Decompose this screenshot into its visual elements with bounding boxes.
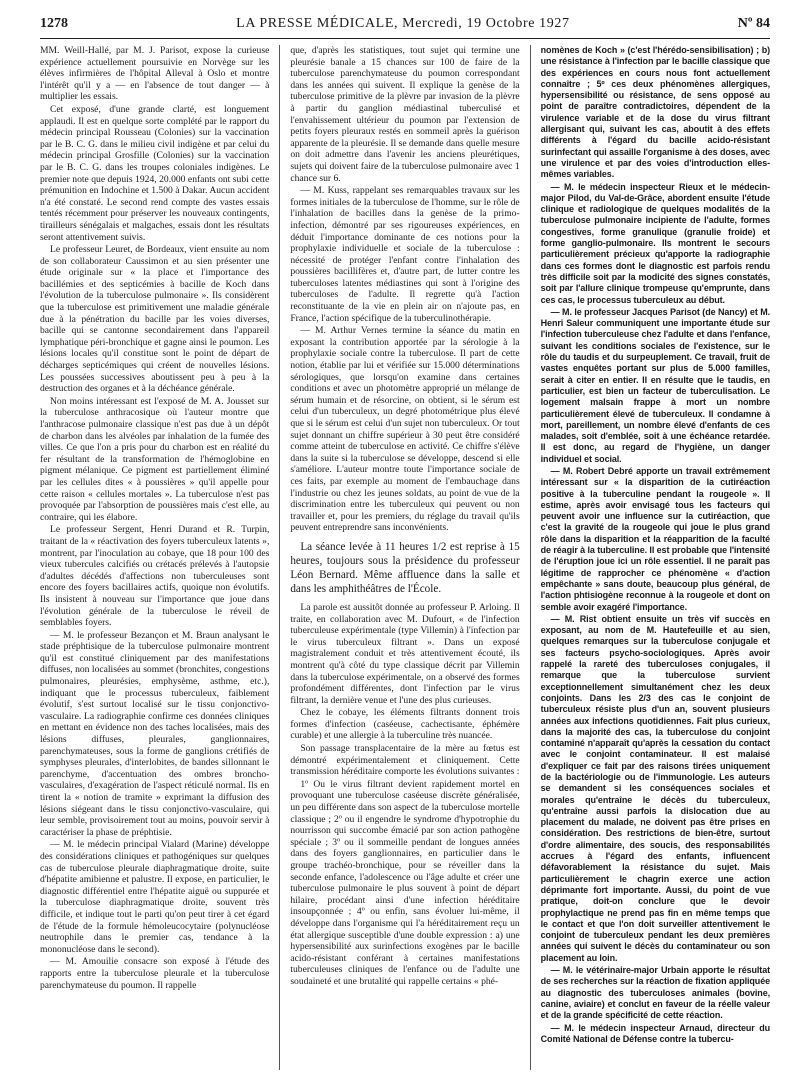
column-divider <box>279 45 280 1070</box>
session-resumed-paragraph: La séance levée à 11 heures 1/2 est reprise à 15 heures, toujours sous la présidence du professeur Léon Bernard. Même affluence dans la salle et dans les amphithéâtres de l'École. <box>290 540 520 595</box>
article-columns <box>40 45 770 1070</box>
column-2 <box>290 45 519 1070</box>
paragraph: — M. le professeur Jacques Parisot (de Nancy) et M. Henri Saleur communiquent une importante étude sur l'infection tuberculeuse chez l'adulte et dans l'enfance, suivant les conditions sociales de l'existence, sur le rôle du taudis et du surpeuplement. Ce travail, fruit de vastes enquêtes portant sur plus de 5.000 familles, serait à citer en entier. Il en résulte que le taudis, en particulier, est bien un facteur de tuberculisation. Le logement malsain frappe à mort un nombre particulièrement élevé de tuberculeux. Il condamne à mort, pareillement, un nombre élevé d'enfants de ces malades, soit d'emblée, soit à une échéance retardée. Il est donc, au regard de l'hygiène, un danger individuel et social. <box>540 306 771 464</box>
paragraph: que, d'après les statistiques, tout sujet qui termine une pleurésie banale a 15 chances sur 100 de faire de la tuberculose parenchymateuse du poumon correspondant dans les années qui suivent. Il explique la genèse de la tuberculose primitive de la plèvre par invasion de la plèvre à partir du ganglion médiastinal tuberculisé et l'envahissement ultérieur du poumon par l'extension de petits foyers pleuraux restés en sommeil après la guérison apparente de la pleurésie. Il se demande dans quelle mesure on doit admettre dans l'avenir les anciens pleurétiques, sujets qui doivent faire de la tuberculose pulmonaire avec 1 chance sur 6. <box>290 45 520 184</box>
paragraph: nomènes de Koch » (c'est l'hérédo-sensibilisation) ; b) une résistance à l'infection par le bacille classique que des expériences en cours nous font actuellement connaître ; 5º ces deux phénomènes allergiques, hypersensibilité ou résistance, de sens opposé au point de paraître contradictoires, dépendent de la virulence variable et de la dose du virus filtrant allergisant qui, suivant les cas, aboutit à des effets différents à l'égard du bacille acido-résistant surinfectant qui assaille l'organisme à des doses, avec une virulence et par des voies d'introduction elles-mêmes variables. <box>540 45 771 180</box>
paragraph: — M. le médecin inspecteur Arnaud, directeur du Comité National de Défense contre la tubercu- <box>540 1022 771 1044</box>
page-number: 1278 <box>40 16 68 31</box>
paragraph: Chez le cobaye, les éléments filtrants donnent trois formes d'infection (caséeuse, cachectisante, éphémère curable) et une allergie à la tuberculine très nuancée. <box>290 707 520 742</box>
paragraph: La parole est aussitôt donnée au professeur P. Arloing. Il traite, en collaboration avec M. Dufourt, « de l'infection tuberculeuse expérimentale (type Villemin) à l'infection par le virus tuberculeux filtrant ». Dans un exposé magistralement conduit et très attentivement écouté, ils montrent qu'à côté du type classique décrit par Villemin dans la tuberculose expérimentale, on a observé des formes profondément différentes, dont l'infection par le virus filtrant, la dernière venue et l'une des plus curieuses. <box>290 601 520 706</box>
paragraph: — M. le médecin principal Vialard (Marine) développe des considérations cliniques et pathogéniques sur quelques cas de tuberculose pleurale diaphragmatique droite, suite d'hépatite amibienne et palustre. Il expose, en particulier, le diagnostic différentiel entre l'hépatite aiguë ou suppurée et la tuberculose diaphragmatique droite, souvent très difficile, et indique tout le parti qu'on peut tirer à cet égard de l'étude de la formule hémoleucocytaire (polynucléose neutrophile dans le premier cas, tendance à la mononucléose dans le second). <box>40 839 270 955</box>
paragraph: Le professeur Leuret, de Bordeaux, vient ensuite au nom de son collaborateur Caussimon et au sien présenter une étude originale sur « la place et l'importance des bacillémies et des septicémies à bacille de Koch dans l'évolution de la tuberculose pulmonaire ». Ils considèrent que la tuberculose est primitivement une maladie générale due à la pénétration du bacille par les voies diverses, bacille qui se cantonne secondairement dans l'appareil lymphatique péri-bronchique et gagne ainsi le poumon. Les lésions locales qu'il constitue sont le point de départ de décharges septicémiques qui créent de nouvelles lésions. Les poussées successives aboutissent peu à peu à la destruction des organes et à la déchéance générale. <box>40 244 270 395</box>
paragraph: — M. Arthur Vernes termine la séance du matin en exposant la contribution apportée par la sérologie à la prophylaxie sociale contre la tuberculose. Il part de cette notion, établie par lui et vérifiée sur 15.000 déterminations sérologiques, que lorsqu'on examine dans certaines conditions et avec un photomètre approprié un mélange de sérum humain et de résorcine, on obtient, si le sérum est celui d'un tuberculeux, un degré photométrique plus élevé que si le sérum est celui d'un sujet non tuberculeux. Or tout sujet donnant un chiffre supérieur à 30 peut être considéré comme atteint de tuberculose en activité. Ce chiffre s'élève dans la suite si la tuberculose se développe, descend si elle s'améliore. L'auteur montre toute l'importance sociale de ces faits, par exemple au moment de l'embauchage dans l'industrie ou chez les jeunes soldats, au point de vue de la discrimination entre les tuberculeux qui peuvent ou non travailler et, pour les premiers, du réglage du travail qu'ils peuvent entreprendre sans inconvénients. <box>290 325 520 534</box>
paragraph: — M. le vétérinaire-major Urbain apporte le résultat de ses recherches sur la réaction de fixation appliquée au diagnostic des tuberculoses animales (bovine, canine, aviaire) et conclut en faveur de la réelle valeur et de la grande spécificité de cette réaction. <box>540 965 771 1021</box>
column-divider <box>530 45 531 1070</box>
page-header <box>40 16 770 36</box>
paragraph: Son passage transplacentaire de la mère au fœtus est démontré expérimentalement et cliniquement. Cette transmission héréditaire comporte les évolutions suivantes : <box>290 743 520 778</box>
paragraph: Cet exposé, d'une grande clarté, est longuement applaudi. Il est en quelque sorte complété par le rapport du médecin principal Rousseau (Colonies) sur la vaccination par le B. C. G. dans le milieu civil indigène et par celui du médecin principal Grosfille (Colonies) sur la vaccination par le B. C. G. dans les troupes coloniales indigènes. Le premier note que depuis 1924, 20.000 enfants ont subi cette prémunition en Indochine et 1.500 à Dakar. Aucun accident n'a été constaté. Le second rend compte des vastes essais tentés récemment pour préserver les nouveaux contingents, tirailleurs sénégalais et malgaches, essais dont les résultats seront attentivement suivis. <box>40 103 270 243</box>
column-3 <box>541 45 770 1070</box>
paragraph: MM. Weill-Hallé, par M. J. Parisot, expose la curieuse expérience actuellement poursuivie en Norvège sur les élèves infirmières de l'hôpital Alleval à Oslo et montre l'intérêt qu'il y a — en l'absence de tout danger — à multiplier les essais. <box>40 45 270 103</box>
paragraph: — M. le professeur Bezançon et M. Braun analysant le stade préphtisique de la tuberculose pulmonaire montrent qu'il est constitué cliniquement par des manifestations diffuses, non localisées au sommet (bronchites, congestions pulmonaires, pleurésies, emphysème, asthme, etc.), indiquant que le processus tuberculeux, faiblement évolutif, s'est surtout localisé sur le tissu conjonctivo-vasculaire. La radiographie confirme ces données cliniques en mettant en évidence non des taches localisées, mais des lésions diffuses, pleurales, ganglionnaires, parenchymateuses, sous la forme de ganglions crétifiés de symphyses pleurales, d'interlobites, de bandes sillonnant le parenchyme, d'accentuation des ombres broncho-vasculaires, d'exagération de l'aspect réticulé normal. Ils en tirent la « notion de tramite » exprimant la diffusion des lésions siégeant dans le tissu conjonctivo-vasculaire, qui leur semble, provisoirement tout au moins, pouvoir servir à caractériser la phase de préphtisie. <box>40 629 270 838</box>
paragraph: — M. le médecin inspecteur Rieux et le médecin-major Pilod, du Val-de-Grâce, abordent ensuite l'étude clinique et radiologique de quelques modalités de la tuberculose pulmonaire incipiente de l'adulte, formes congestives, forme granulique (granulie froide) et forme ganglio-pulmonaire. Ils montrent le secours particulièrement précieux qu'apporte la radiographie dans ces formes dont le diagnostic est parfois rendu très difficile soit par la modicité des signes constatés, soit par l'allure clinique trompeuse qu'emprunte, dans ces cas, le processus tuberculeux au début. <box>540 181 771 305</box>
paragraph: 1º Ou le virus filtrant devient rapidement mortel en provoquant une tuberculose caséeuse discrète généralisée, un peu différente dans son aspect de la tuberculose mortelle classique ; 2º ou il engendre le syndrome d'hypotrophie du nourrisson qui succombe émacié par son action pathogène spéciale ; 3º ou il sommeille pendant de longues années dans des foyers ganglionnaires, en particulier dans le groupe trachéo-bronchique, pour se réveiller dans la seconde enfance, l'adolescence ou l'âge adulte et créer une tuberculose pulmonaire le plus souvent à point de départ hilaire, procédant ainsi d'une infection héréditaire insoupçonnée ; 4º ou enfin, sans évoluer lui-même, il développe dans l'organisme qui l'a héréditairement reçu un état allergique susceptible d'une double expression : a) une hypersensibilité aux surinfections exogènes par le bacille acido-résistant conférant à certaines manifestations tuberculeuses cliniques de l'enfance ou de l'adulte une soudaineté et une brutalité qui rappelle certains « phé- <box>290 778 520 987</box>
paragraph: — M. Kuss, rappelant ses remarquables travaux sur les formes initiales de la tuberculose de l'homme, sur le rôle de l'inhalation de bacilles dans la genèse de la primo-infection, démontré par ses rigoureuses expériences, en déduit l'importance dominante de ces notions pour la prophylaxie individuelle et sociale de la tuberculose : nécessité de protéger l'enfant contre l'inhalation des poussières bacillifères et, d'autre part, de lutter contre les tuberculoses latentes médiastines qui sont à l'origine des tuberculoses de l'adulte. Il regrette qu'à l'action reconstituante de la vie en plein air on n'ajoute pas, en France, l'action spécifique de la tuberculinothérapie. <box>290 185 520 324</box>
header-rule <box>40 38 770 39</box>
journal-title-date: LA PRESSE MÉDICALE, Mercredi, 19 Octobre 1927 <box>236 16 570 31</box>
paragraph: — M. Rist obtient ensuite un très vif succès en exposant, au nom de M. Hautefeuille et au sien, quelques remarques sur la tuberculose conjugale et ses facteurs psycho-sociologiques. Après avoir rappelé la rareté des tuberculoses conjugales, il remarque que la tuberculose survient exceptionnellement simultanément chez les deux conjoints. Dans les 2/3 des cas le conjoint de tuberculeux résiste plus d'un an, souvent plusieurs années aux infections quotidiennes. Fait plus curieux, dans la majorité des cas, la tuberculose du conjoint contaminé n'apparaît qu'après la cessation du contact avec le conjoint contaminateur. Il est malaisé d'expliquer ce fait par des raisons tirées uniquement de la bactériologie ou de l'immunologie. Les auteurs se demandent si les conséquences sociales et morales qu'entraîne le décès du tuberculeux, qu'entraîne aussi parfois la dislocation due au placement du malade, ne doivent pas être prises en considération. Des restrictions de bien-être, surtout d'ordre alimentaire, des soucis, des responsabilités accrues à l'égard des enfants, influencent défavorablement la résistance du sujet. Mais particulièrement le chagrin exerce une action déprimante fort importante. Aussi, du point de vue pratique, doit-on conclure que le devoir prophylactique ne prend pas fin en même temps que le contact et que l'on doit surveiller attentivement le conjoint de tuberculeux pendant les deux premières années qui suivent le décès du contaminateur ou son placement au loin. <box>540 613 771 963</box>
paragraph: — M. Robert Debré apporte un travail extrêmement intéressant sur « la disparition de la cutiréaction positive à la tuberculine pendant la rougeole ». Il estime, après avoir envisagé tous les facteurs qui peuvent avoir une influence sur la cutiréaction, que c'est la gravité de la rougeole qui joue le plus grand rôle dans la disparition et la réapparition de la faculté de réagir à la tuberculine. Il est probable que l'intensité de l'éruption joue ici un rôle essentiel. Il ne paraît pas légitime de rapprocher ce phénomène « d'action empêchante » sans doute, beaucoup plus général, de l'action phtisiogène reconnue à la rougeole et dont on semble avoir exagéré l'importance. <box>540 465 771 612</box>
paragraph: — M. Amouilie consacre son exposé à l'étude des rapports entre la tuberculose pleurale et la tuberculose parenchymateuse du poumon. Il rappelle <box>40 956 270 991</box>
column-1 <box>40 45 269 1070</box>
paragraph: Non moins intéressant est l'exposé de M. A. Jousset sur la tuberculose anthracosique où l'auteur montre que l'anthracose pulmonaire classique n'est pas due à un dépôt de charbon dans les alvéoles par inhalation de la fumée des villes. Ce que l'on a pris pour du charbon est en réalité du fer résultant de la transformation de l'hémoglobine en pigment mélanique. Ce pigment est partiellement éliminé par les cellules dites « à poussières » qu'il appelle pour cette raison « cellules mortales ». La tuberculose n'est pas provoquée par l'absorption de poussières mais c'est elle, au contraire, qui les élabore. <box>40 395 270 523</box>
paragraph: Le professeur Sergent, Henri Durand et R. Turpin, traitant de la « réactivation des foyers tuberculeux latents », montrent, par l'inoculation au cobaye, que 18 pour 100 des vieux tubercules calcifiés ou crétacés prélevés à l'autopsie d'adultes décédés d'affections non tuberculeuses sont encore des foyers bacillaires actifs, quoique non évolutifs. Ils insistent à nouveau sur l'importance que joue dans l'évolution générale de la tuberculose le réveil de semblables foyers. <box>40 524 270 629</box>
issue-number: Nº 84 <box>737 16 770 31</box>
